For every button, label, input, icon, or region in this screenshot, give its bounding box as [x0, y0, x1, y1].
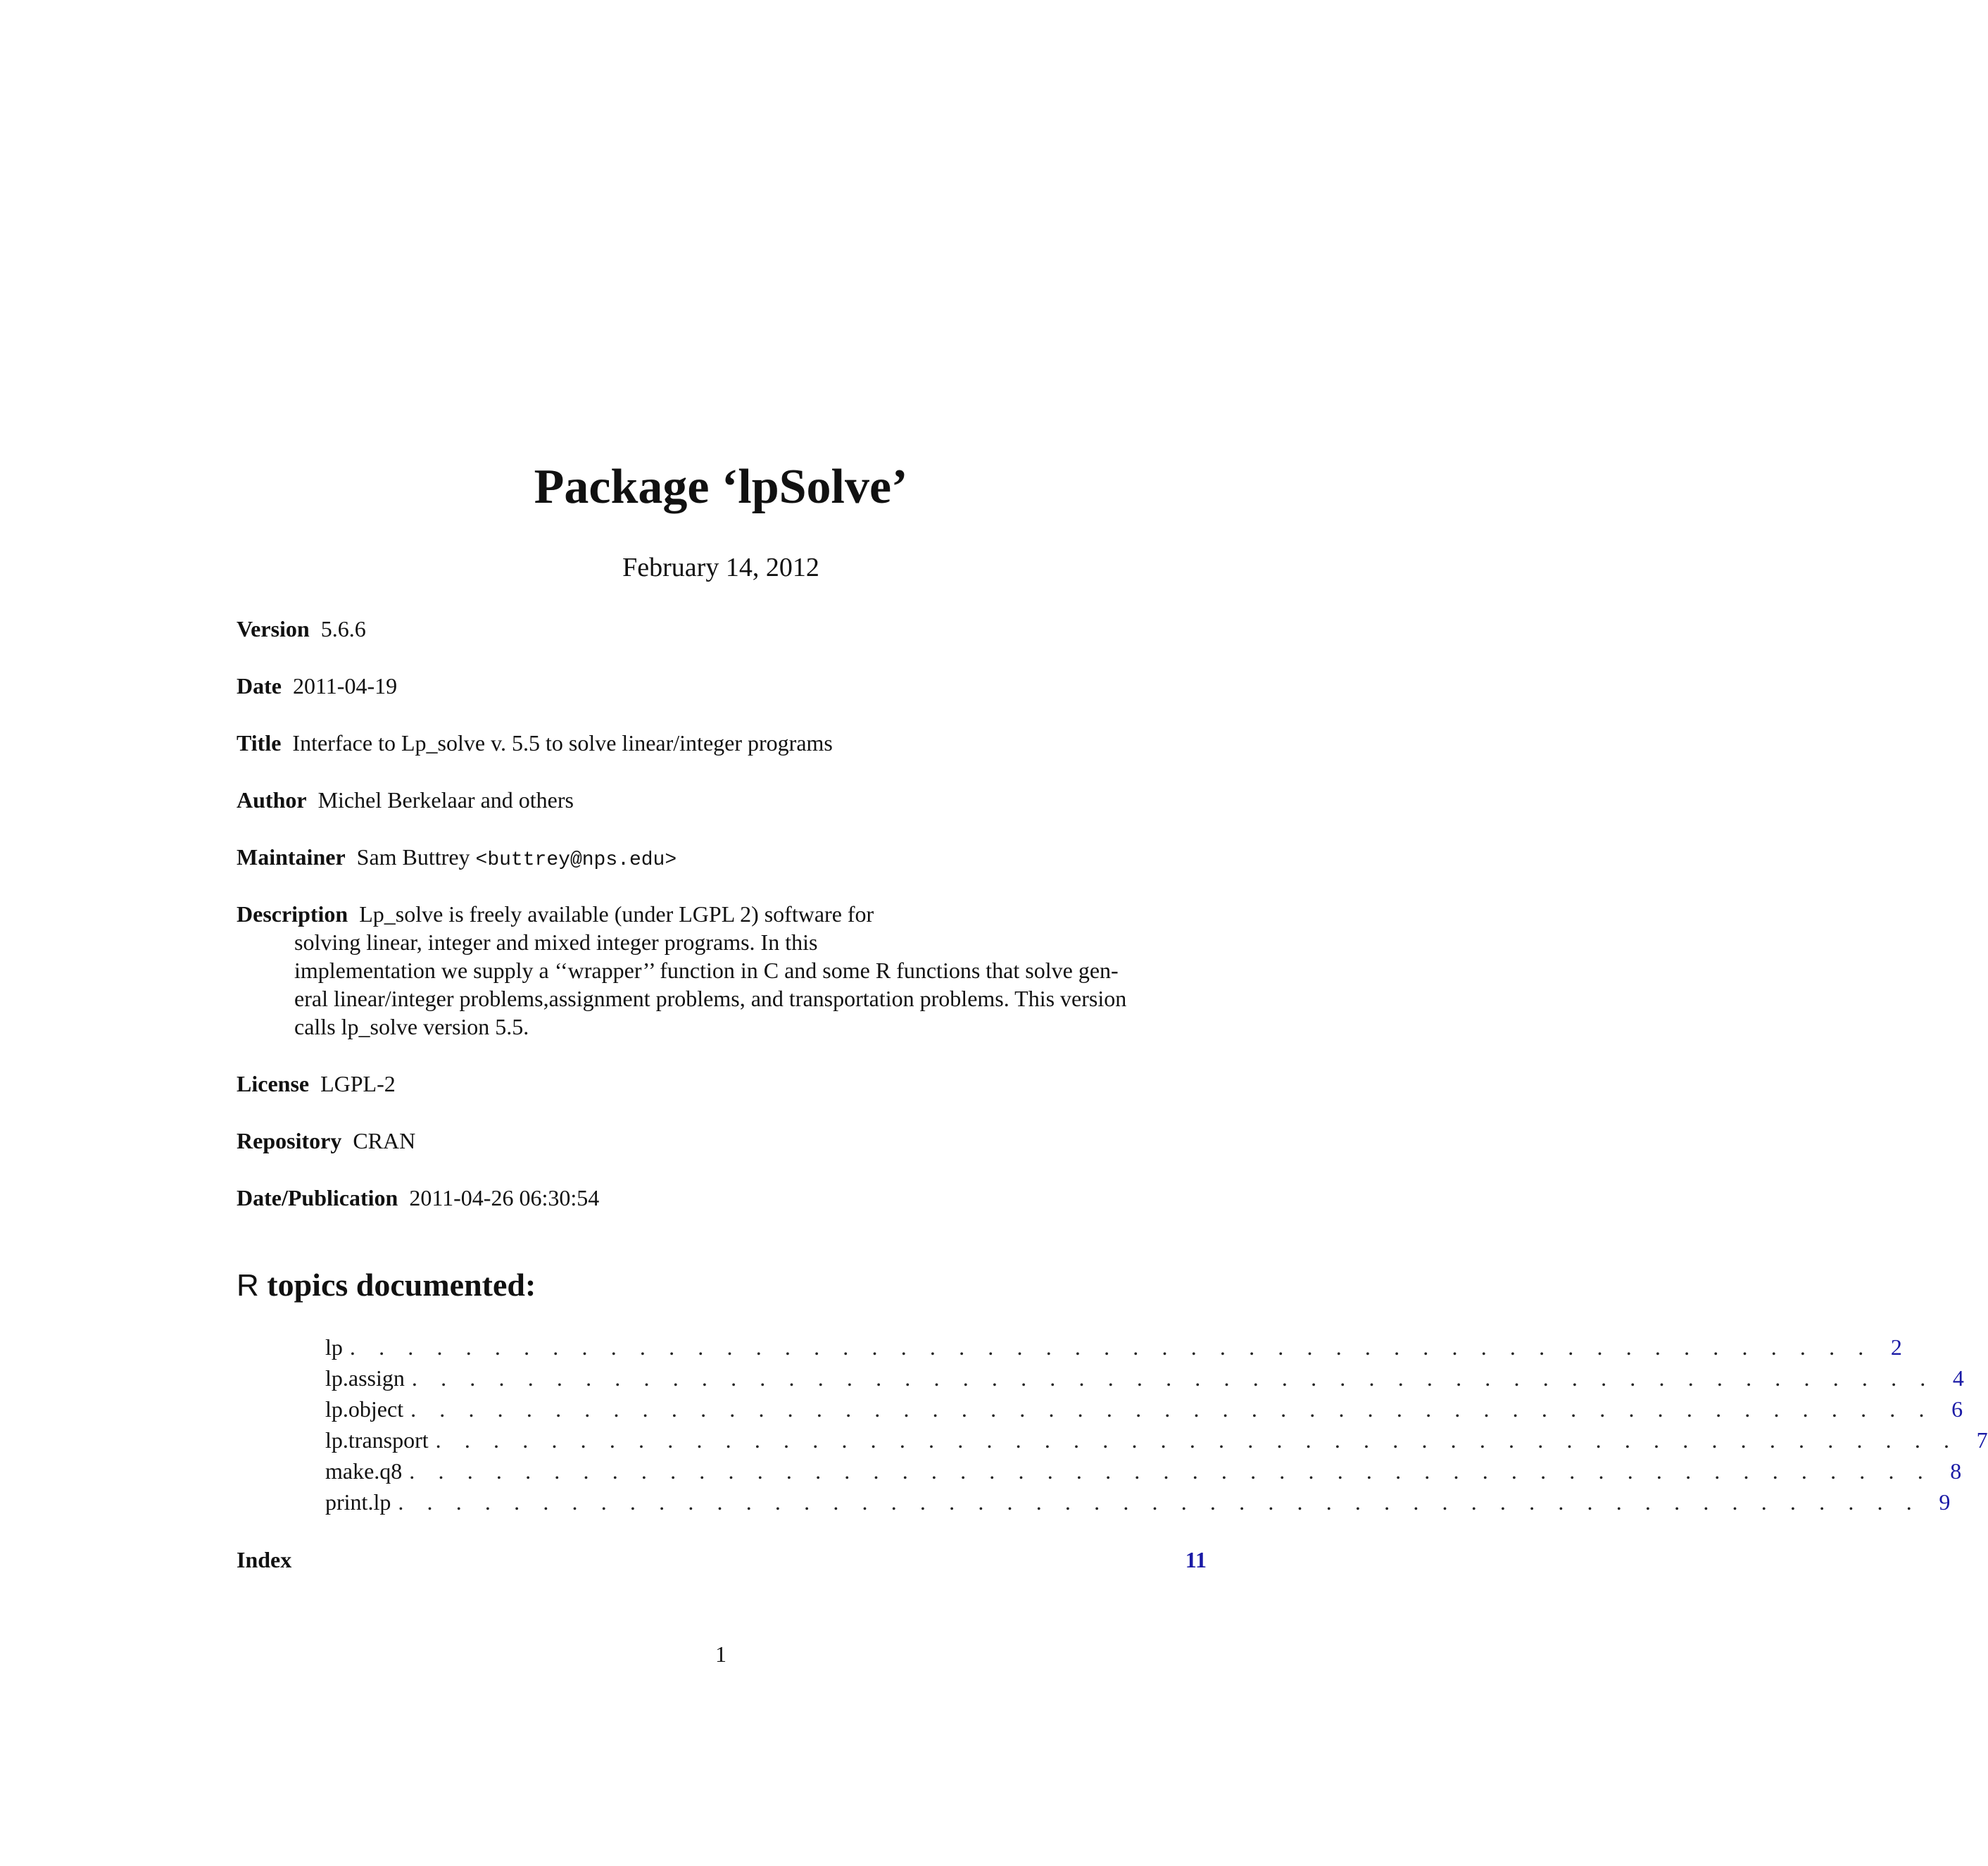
field-value: LGPL-2 [320, 1071, 396, 1096]
toc-entry-page[interactable]: 4 [1952, 1365, 1964, 1391]
toc-entry[interactable] [325, 1364, 1964, 1392]
toc-leader-dots: . . . . . . . . . . . . . . . . . . . . . . . . . . . . . . . . . . . . . . . . . . . . . . . . . . . . . [435, 1427, 1958, 1453]
toc-entry[interactable] [325, 1426, 1988, 1454]
toc-leader-dots: . . . . . . . . . . . . . . . . . . . . . . . . . . . . . . . . . . . . . . . . . . . . . . . . . . . . . [409, 1458, 1932, 1484]
toc-entry-name[interactable]: lp.object [325, 1396, 404, 1422]
maintainer-name: Sam Buttrey [356, 844, 470, 870]
package-title: Package ‘lpSolve’ [534, 460, 908, 514]
field-label: Date [237, 673, 282, 699]
field-date [237, 672, 1208, 700]
publication-date: February 14, 2012 [622, 553, 819, 582]
section-heading-topics [237, 1265, 536, 1305]
toc-leader-dots: . . . . . . . . . . . . . . . . . . . . . . . . . . . . . . . . . . . . . . . . . . . . . . . . . . . . . [398, 1489, 1921, 1515]
field-label: Maintainer [237, 844, 346, 870]
toc-entry-page[interactable]: 9 [1939, 1489, 1951, 1515]
field-license [237, 1070, 1208, 1098]
page-number: 1 [715, 1641, 726, 1667]
field-title [237, 729, 1208, 757]
field-value: Michel Berkelaar and others [317, 787, 574, 813]
toc-entry-name[interactable]: lp.assign [325, 1365, 405, 1391]
toc-entry-page[interactable]: 2 [1890, 1334, 1902, 1360]
field-description [237, 900, 1208, 928]
field-maintainer [237, 843, 1208, 875]
toc-entry-name[interactable]: print.lp [325, 1489, 391, 1515]
description-line: Lp_solve is freely available (under LGPL 2) software for [359, 901, 874, 927]
toc-entry[interactable] [325, 1395, 1963, 1423]
toc-leader-dots: . . . . . . . . . . . . . . . . . . . . . . . . . . . . . . . . . . . . . . . . . . . . . . . . . . . . . [410, 1396, 1934, 1422]
index-page[interactable]: 11 [1185, 1547, 1207, 1572]
toc-entry-page[interactable]: 7 [1976, 1427, 1988, 1453]
field-label: Repository [237, 1128, 342, 1153]
field-label: Date/Publication [237, 1185, 398, 1210]
section-heading-text: topics documented: [267, 1267, 536, 1303]
maintainer-email: <buttrey@nps.edu> [475, 849, 677, 871]
description-line: implementation we supply a ‘‘wrapper’’ function in C and some R functions that solve gen- [294, 958, 1119, 983]
field-value: 2011-04-26 06:30:54 [409, 1185, 600, 1210]
r-logo-icon: R [237, 1268, 259, 1303]
field-label: Title [237, 730, 282, 756]
toc-entry[interactable] [325, 1333, 1902, 1361]
field-label: Description [237, 901, 348, 927]
field-author [237, 786, 1208, 814]
field-value: 5.6.6 [320, 616, 366, 641]
description-line: eral linear/integer problems,assignment problems, and transportation problems. This version [294, 986, 1127, 1011]
toc-entry-page[interactable]: 8 [1950, 1458, 1962, 1484]
index-label[interactable]: Index [237, 1547, 292, 1572]
field-value: CRAN [353, 1128, 416, 1153]
description-line: solving linear, integer and mixed integer programs. In this [294, 929, 818, 955]
toc-entry-name[interactable]: lp [325, 1334, 343, 1360]
field-value: 2011-04-19 [292, 673, 398, 699]
toc-leader-dots: . . . . . . . . . . . . . . . . . . . . . . . . . . . . . . . . . . . . . . . . . . . . . . . . . . . . . [349, 1334, 1873, 1360]
field-date-publication [237, 1184, 1208, 1212]
field-label: Author [237, 787, 307, 813]
field-label: Version [237, 616, 310, 641]
toc-entry[interactable] [325, 1488, 1951, 1516]
field-label: License [237, 1071, 310, 1096]
description-line: calls lp_solve version 5.5. [294, 1014, 529, 1039]
toc-entry-name[interactable]: make.q8 [325, 1458, 403, 1484]
field-version [237, 615, 1208, 643]
toc-entry-name[interactable]: lp.transport [325, 1427, 429, 1453]
toc-entry[interactable] [325, 1457, 1962, 1485]
toc-entry-page[interactable]: 6 [1951, 1396, 1963, 1422]
field-value: Interface to Lp_solve v. 5.5 to solve linear/integer programs [292, 730, 833, 756]
toc-leader-dots: . . . . . . . . . . . . . . . . . . . . . . . . . . . . . . . . . . . . . . . . . . . . . . . . . . . . . [411, 1365, 1934, 1391]
index-entry[interactable] [237, 1545, 1207, 1574]
field-repository [237, 1127, 1208, 1155]
